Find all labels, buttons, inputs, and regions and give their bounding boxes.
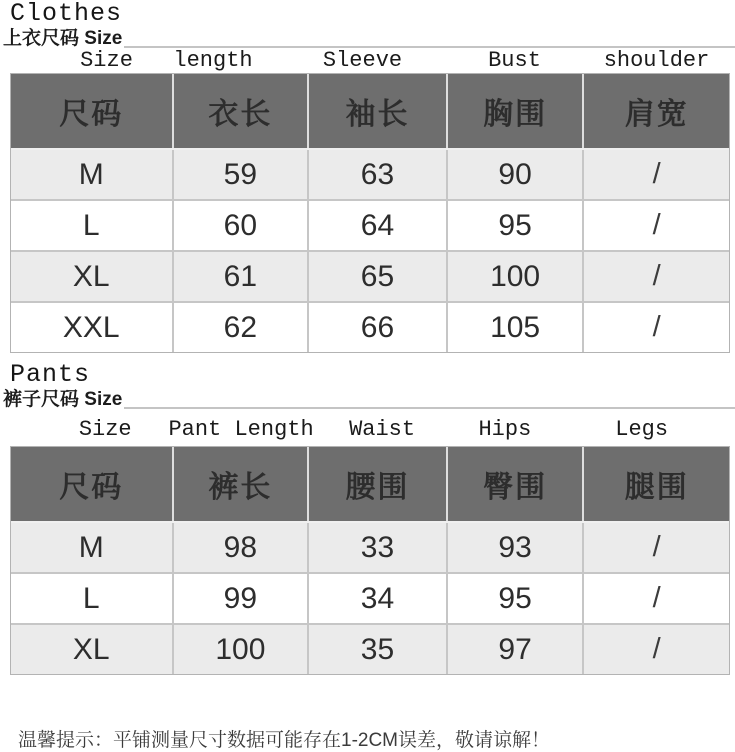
value-cell: 35 bbox=[307, 625, 446, 674]
value-cell: / bbox=[582, 523, 729, 572]
size-cell: L bbox=[82, 208, 100, 242]
pants-en-col-waist: Waist bbox=[349, 417, 416, 442]
pants-subtitle-row bbox=[3, 390, 735, 410]
pants-section-title: Pants bbox=[10, 360, 91, 389]
value-cell: 66 bbox=[307, 303, 446, 352]
clothes-size-table bbox=[10, 73, 730, 353]
clothes-row-xxl bbox=[11, 301, 729, 352]
clothes-english-header-row bbox=[10, 49, 730, 73]
pants-cn-col-waist: 腰围 bbox=[307, 447, 446, 521]
pants-en-col-size: Size bbox=[78, 417, 132, 442]
clothes-section-title: Clothes bbox=[10, 0, 123, 28]
value-cell: / bbox=[582, 574, 729, 623]
clothes-cn-col-shoulder: 肩宽 bbox=[582, 74, 729, 148]
value-cell: 33 bbox=[307, 523, 446, 572]
value-cell: / bbox=[582, 625, 729, 674]
size-cell: XXL bbox=[62, 310, 120, 344]
value-cell: 98 bbox=[172, 523, 308, 572]
clothes-subtitle: 上衣尺码 Size bbox=[3, 28, 123, 49]
clothes-en-col-length: length bbox=[173, 48, 253, 73]
value-cell: 59 bbox=[172, 150, 308, 199]
pants-cn-col-size: 尺码 bbox=[59, 471, 124, 504]
size-cell: XL bbox=[72, 259, 110, 293]
clothes-en-col-size: Size bbox=[80, 48, 133, 73]
size-cell: M bbox=[78, 157, 104, 191]
pants-size-table bbox=[10, 446, 730, 675]
value-cell: 65 bbox=[307, 252, 446, 301]
pants-en-col-legs: Legs bbox=[615, 417, 669, 442]
warm-tip-note: 温馨提示：平铺测量尺寸数据可能存在1-2CM误差，敬请谅解！ bbox=[18, 730, 551, 751]
clothes-row-m bbox=[11, 148, 729, 199]
value-cell: 93 bbox=[446, 523, 583, 572]
clothes-row-l bbox=[11, 199, 729, 250]
pants-cn-col-legs: 腿围 bbox=[582, 447, 729, 521]
clothes-subtitle-row bbox=[3, 29, 735, 49]
value-cell: 105 bbox=[446, 303, 583, 352]
size-cell: L bbox=[82, 581, 100, 615]
pants-section bbox=[0, 362, 735, 675]
clothes-table-header-row bbox=[11, 74, 729, 148]
value-cell: 63 bbox=[307, 150, 446, 199]
clothes-en-col-shoulder: shoulder bbox=[603, 48, 710, 73]
value-cell: 97 bbox=[446, 625, 583, 674]
pants-subtitle: 裤子尺码 Size bbox=[3, 389, 123, 410]
pants-row-l bbox=[11, 572, 729, 623]
size-cell: XL bbox=[72, 632, 110, 666]
size-cell: M bbox=[78, 530, 104, 564]
clothes-cn-col-bust: 胸围 bbox=[446, 74, 583, 148]
value-cell: 60 bbox=[172, 201, 308, 250]
pants-cn-col-hips: 臀围 bbox=[446, 447, 583, 521]
value-cell: / bbox=[582, 252, 729, 301]
pants-cn-col-pant-length: 裤长 bbox=[172, 447, 308, 521]
pants-english-header-row bbox=[10, 418, 730, 442]
pants-row-xl bbox=[11, 623, 729, 674]
pants-divider-line bbox=[124, 407, 735, 409]
value-cell: 100 bbox=[446, 252, 583, 301]
value-cell: / bbox=[582, 303, 729, 352]
clothes-cn-col-size: 尺码 bbox=[59, 98, 124, 131]
clothes-en-col-sleeve: Sleeve bbox=[322, 48, 403, 73]
clothes-cn-col-length: 衣长 bbox=[172, 74, 308, 148]
clothes-en-col-bust: Bust bbox=[488, 48, 541, 73]
value-cell: 34 bbox=[307, 574, 446, 623]
value-cell: 90 bbox=[446, 150, 583, 199]
value-cell: / bbox=[582, 201, 729, 250]
pants-en-col-pant-length: Pant Length bbox=[168, 417, 314, 442]
value-cell: 64 bbox=[307, 201, 446, 250]
value-cell: 61 bbox=[172, 252, 308, 301]
clothes-cn-col-sleeve: 袖长 bbox=[307, 74, 446, 148]
value-cell: 62 bbox=[172, 303, 308, 352]
value-cell: 100 bbox=[172, 625, 308, 674]
pants-table-header-row bbox=[11, 447, 729, 521]
value-cell: 95 bbox=[446, 574, 583, 623]
value-cell: 95 bbox=[446, 201, 583, 250]
clothes-row-xl bbox=[11, 250, 729, 301]
pants-en-col-hips: Hips bbox=[478, 417, 532, 442]
value-cell: 99 bbox=[172, 574, 308, 623]
value-cell: / bbox=[582, 150, 729, 199]
pants-row-m bbox=[11, 521, 729, 572]
size-chart-page bbox=[0, 1, 735, 751]
clothes-section bbox=[0, 1, 735, 353]
